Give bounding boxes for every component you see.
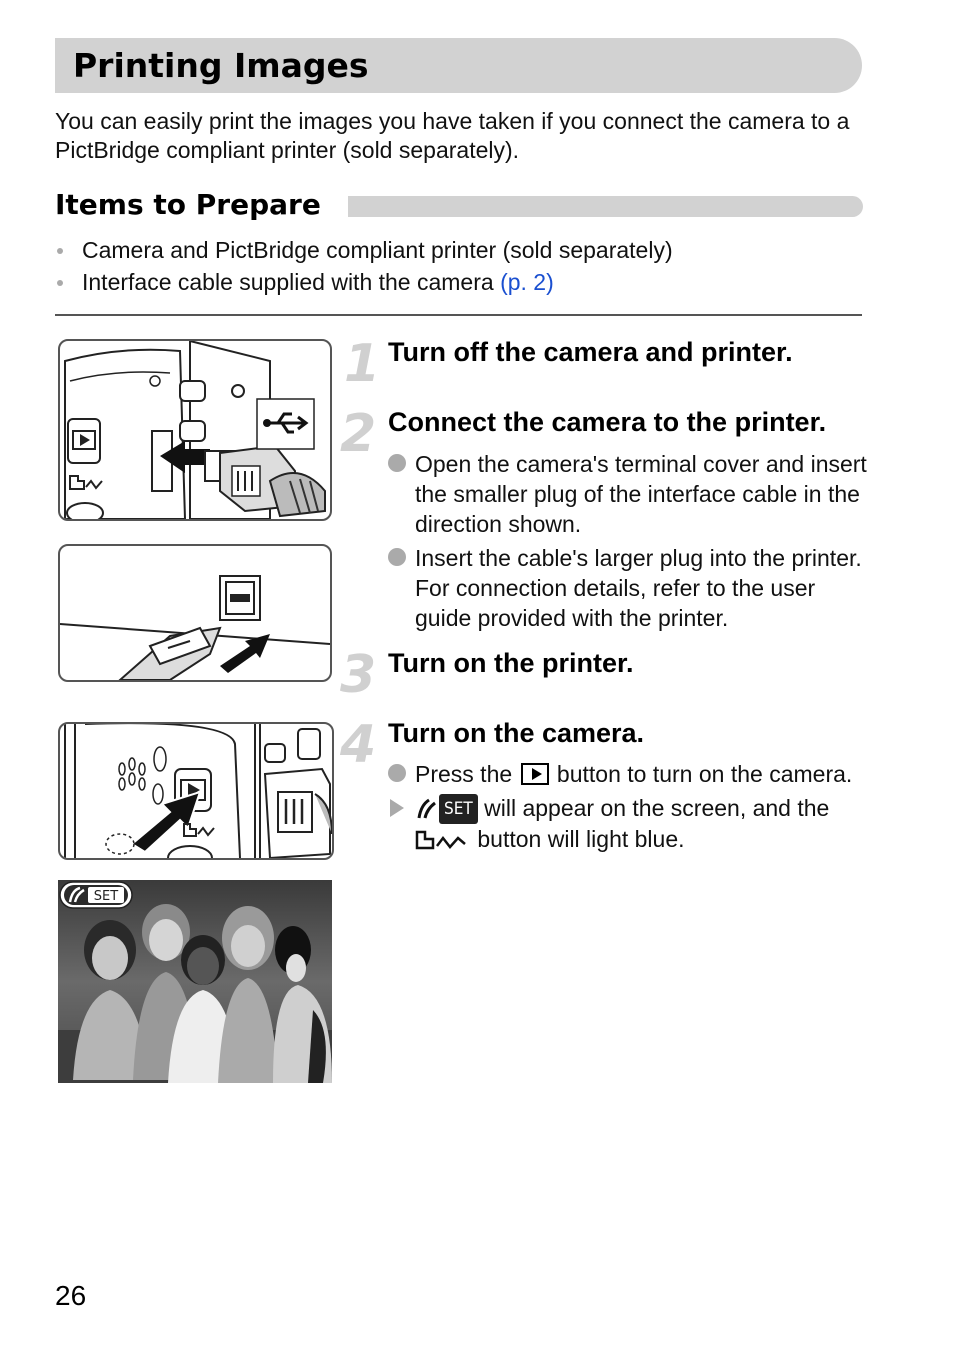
step-result: SET will appear on the screen, and the button will light blue. — [388, 793, 868, 854]
title-bar — [55, 38, 862, 93]
step-number: 4 — [340, 715, 377, 775]
section-heading: Items to Prepare — [55, 188, 321, 221]
step-title: Connect the camera to the printer. — [388, 407, 827, 437]
play-icon — [521, 763, 549, 785]
arrow-icon — [132, 792, 200, 852]
step-title: Turn on the printer. — [388, 648, 634, 678]
step-number: 3 — [340, 645, 377, 705]
camera-terminal-illustration — [58, 339, 332, 521]
bullet-dot — [388, 548, 406, 566]
section-heading-bar — [348, 196, 863, 217]
usb-icon — [257, 399, 314, 449]
badge-set-text: SET — [93, 889, 119, 904]
step-number: 1 — [344, 334, 381, 394]
bullet-dot — [388, 454, 406, 472]
play-icon — [73, 431, 95, 449]
step-title: Turn off the camera and printer. — [388, 337, 793, 367]
step-bullet: Press the button to turn on the camera. — [388, 759, 868, 789]
arrow-icon — [220, 634, 270, 673]
list-item: Interface cable supplied with the camera (p. 2) — [55, 266, 673, 298]
print-ready-badge — [60, 882, 132, 908]
print-share-icon — [415, 828, 471, 850]
step-title: Turn on the camera. — [388, 718, 645, 748]
set-badge: SET — [439, 794, 478, 824]
step-bullet: Insert the cable's larger plug into the printer. For connection details, refer to the user guide provided with the printer. — [388, 543, 868, 633]
prepare-list — [55, 234, 673, 298]
result-arrow-icon — [390, 799, 404, 817]
camera-screen-photo — [58, 880, 332, 1083]
page-number: 26 — [55, 1280, 87, 1311]
printer-port-illustration — [58, 544, 332, 682]
divider — [55, 314, 862, 316]
bullet-dot — [388, 764, 406, 782]
step-number: 2 — [340, 404, 377, 464]
page-title: Printing Images — [73, 46, 369, 85]
list-item: Camera and PictBridge compliant printer (sold separately) — [55, 234, 673, 266]
print-signal-icon — [415, 797, 439, 819]
intro-text: You can easily print the images you have taken if you connect the camera to a PictBridge compliant printer (sold separately). — [55, 108, 850, 163]
step-bullet: Open the camera's terminal cover and insert the smaller plug of the interface cable in the direction shown. — [388, 449, 868, 539]
page-link[interactable]: (p. 2) — [500, 269, 554, 295]
camera-play-button-illustration — [58, 722, 334, 860]
